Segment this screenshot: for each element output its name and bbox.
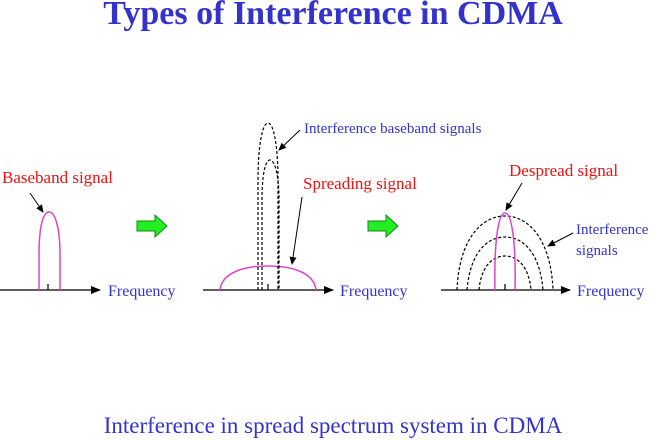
baseband-signal-curve bbox=[39, 212, 60, 290]
despread-signal-label: Despread signal bbox=[509, 161, 619, 180]
process-arrow bbox=[137, 215, 167, 237]
process-arrow bbox=[368, 215, 398, 237]
interference-baseband-curve bbox=[258, 123, 278, 290]
interference-baseband-label: Interference baseband signals bbox=[304, 121, 482, 137]
left-frequency-label: Frequency bbox=[108, 283, 176, 300]
despread-signal-curve bbox=[495, 213, 515, 290]
baseband-pointer-arrow bbox=[30, 193, 43, 212]
interference-baseband-curve bbox=[262, 160, 279, 290]
despread-panel bbox=[441, 161, 649, 300]
baseband-signal-label: Baseband signal bbox=[2, 168, 113, 187]
middle-frequency-label: Frequency bbox=[340, 283, 408, 300]
spreading-pointer-arrow bbox=[292, 197, 302, 264]
interference-signal-curve bbox=[457, 216, 553, 290]
spreading-signal-label: Spreading signal bbox=[303, 174, 417, 193]
spreading-panel bbox=[203, 121, 482, 300]
interference-signal-curve bbox=[467, 237, 543, 290]
interference-signals-pointer-arrow bbox=[548, 233, 573, 246]
right-frequency-label: Frequency bbox=[577, 283, 645, 300]
interference-signals-label-line1: Interference bbox=[576, 222, 649, 238]
baseband-panel bbox=[0, 168, 176, 300]
despread-pointer-arrow bbox=[506, 183, 522, 210]
slide-title: Types of Interference in CDMA bbox=[103, 0, 563, 32]
interference-pointer-arrow bbox=[279, 130, 300, 150]
interference-signals-label-line2: signals bbox=[576, 243, 618, 259]
slide-caption: Interference in spread spectrum system in CDMA bbox=[103, 413, 563, 438]
